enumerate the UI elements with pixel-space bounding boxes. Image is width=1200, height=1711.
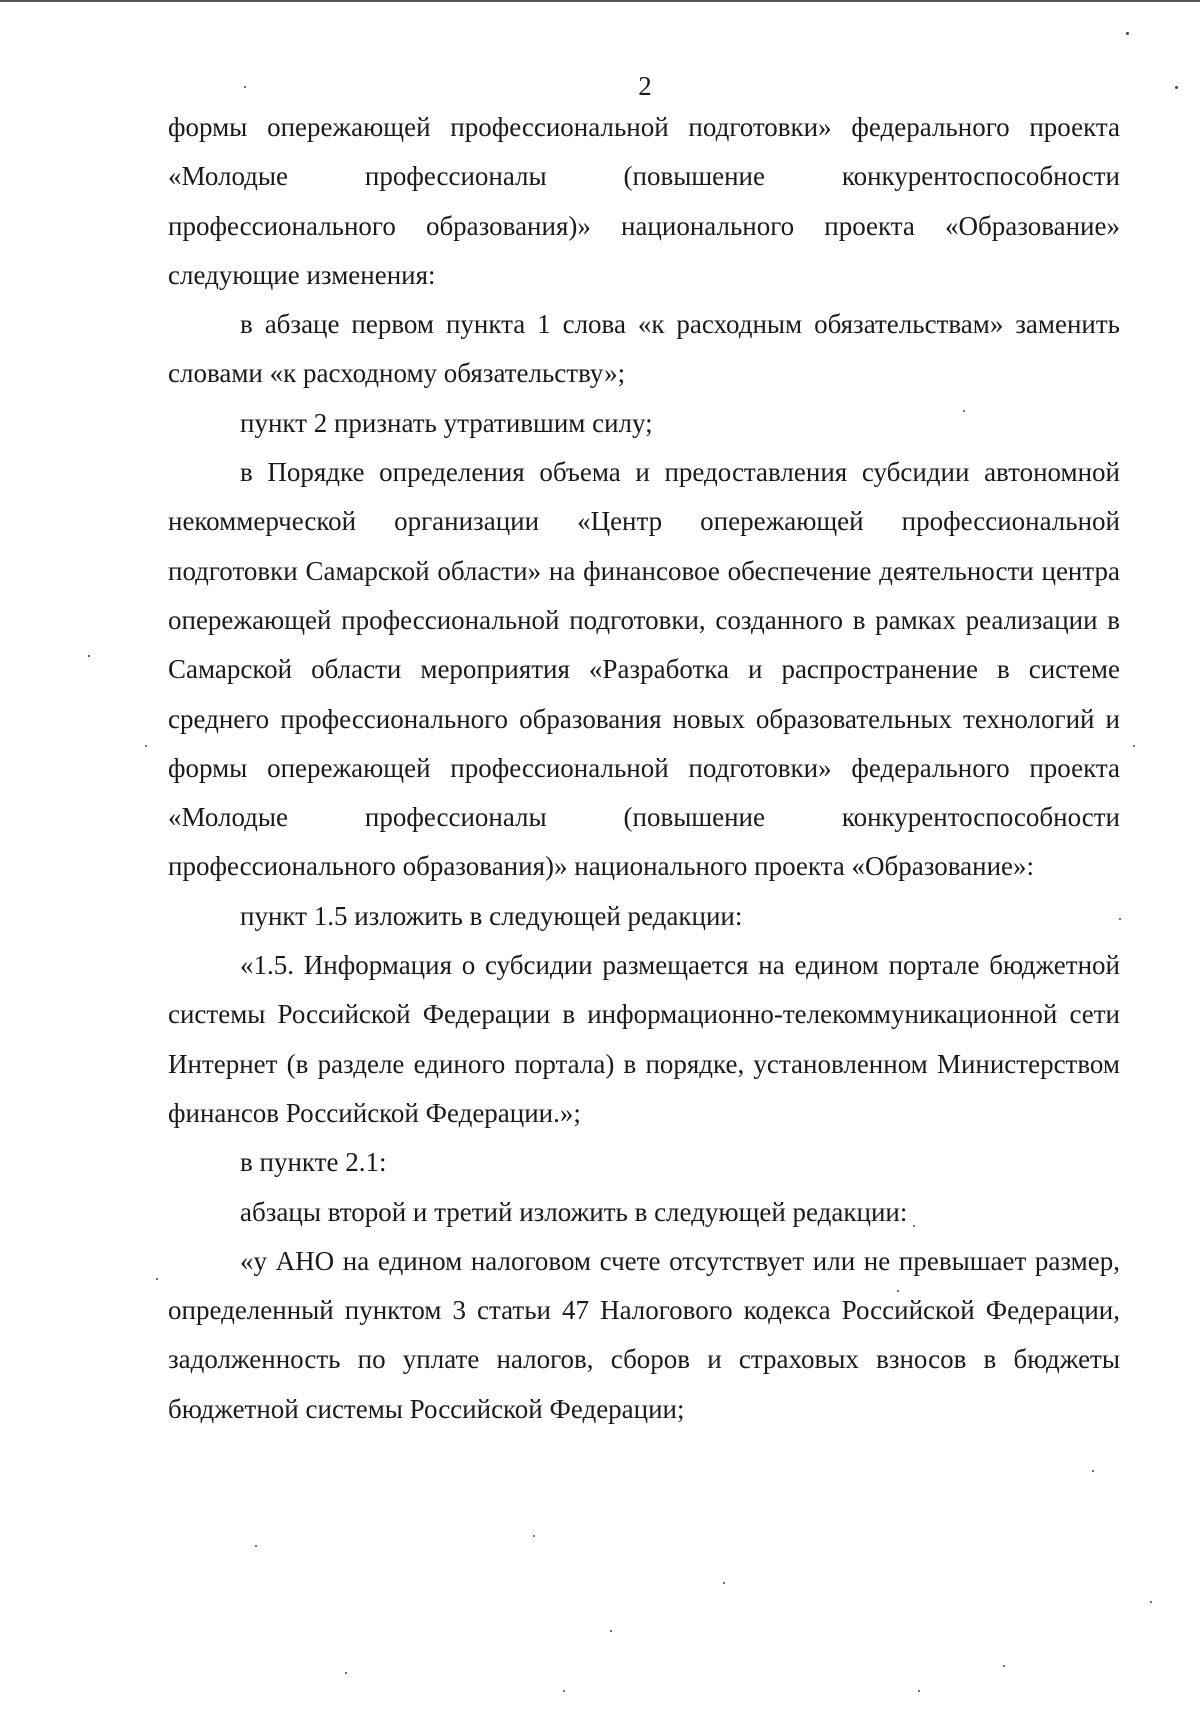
scan-speck (1133, 745, 1135, 747)
page-number: 2 (638, 71, 652, 101)
scan-speck (88, 655, 90, 657)
scan-speck (345, 1672, 347, 1674)
scan-speck (255, 1545, 257, 1547)
scan-speck (1126, 32, 1129, 35)
scan-speck (723, 1582, 725, 1584)
scan-top-edge (0, 0, 1200, 2)
paragraph-2: в абзаце первом пункта 1 слова «к расходным обязательствам» заменить словами «к расходному обязательству»; (168, 309, 1120, 389)
paragraph-4: в Порядке определения объема и предоставления субсидии автономной некоммерческой организации «Центр опережающей профессиональной подготовки Самарской области» на финансовое обеспечение деятельности центра опережающей профессиональной подготовки, созданного в рамках реализации в Самарской области мероприятия «Разработка и распространение в системе среднего профессионального образования новых образовательных технологий и формы опережающей профессиональной подготовки» федерального проекта «Молодые профессионалы (повышение конкурентоспособности профессионального образования)» национального проекта «Образование»: (168, 457, 1120, 882)
paragraph-3: пункт 2 признать утратившим силу; (240, 407, 653, 438)
paragraph-5: пункт 1.5 изложить в следующей редакции: (240, 900, 743, 931)
scan-speck (1150, 1601, 1152, 1603)
scan-speck (897, 1290, 899, 1292)
scan-speck (1175, 86, 1178, 89)
paragraph-9: «у АНО на едином налоговом счете отсутствует или не превышает размер, определенный пунктом 3 статьи 47 Налогового кодекса Российской Федерации, задолженность по уплате налогов, сборов и страховых взносов в бюджеты бюджетной системы Российской Федерации; (168, 1245, 1120, 1424)
paragraph-8: абзацы второй и третий изложить в следующей редакции: (240, 1196, 908, 1227)
scan-speck (610, 1630, 612, 1632)
scan-speck (563, 1690, 565, 1692)
scan-speck (156, 1278, 158, 1280)
scan-speck (963, 410, 965, 412)
document-body (168, 103, 1120, 1434)
scan-speck (1003, 1665, 1005, 1667)
scan-speck (1119, 918, 1121, 920)
scan-speck (145, 745, 147, 747)
paragraph-6: «1.5. Информация о субсидии размещается на едином портале бюджетной системы Российской Федерации в информационно-телекоммуникационной сети Интернет (в разделе единого портала) в порядке, установленном Министерством финансов Российской Федерации.»; (168, 950, 1120, 1128)
scan-speck (918, 1690, 920, 1692)
scan-speck (533, 1535, 535, 1537)
paragraph-1: формы опережающей профессиональной подготовки» федерального проекта «Молодые профессионалы (повышение конкурентоспособности профессионального образования)» национального проекта «Образование» следующие изменения: (168, 112, 1120, 290)
scan-speck (913, 1225, 915, 1227)
paragraph-7: в пункте 2.1: (240, 1147, 387, 1178)
scan-speck (1092, 1470, 1094, 1472)
scan-speck (244, 86, 246, 88)
